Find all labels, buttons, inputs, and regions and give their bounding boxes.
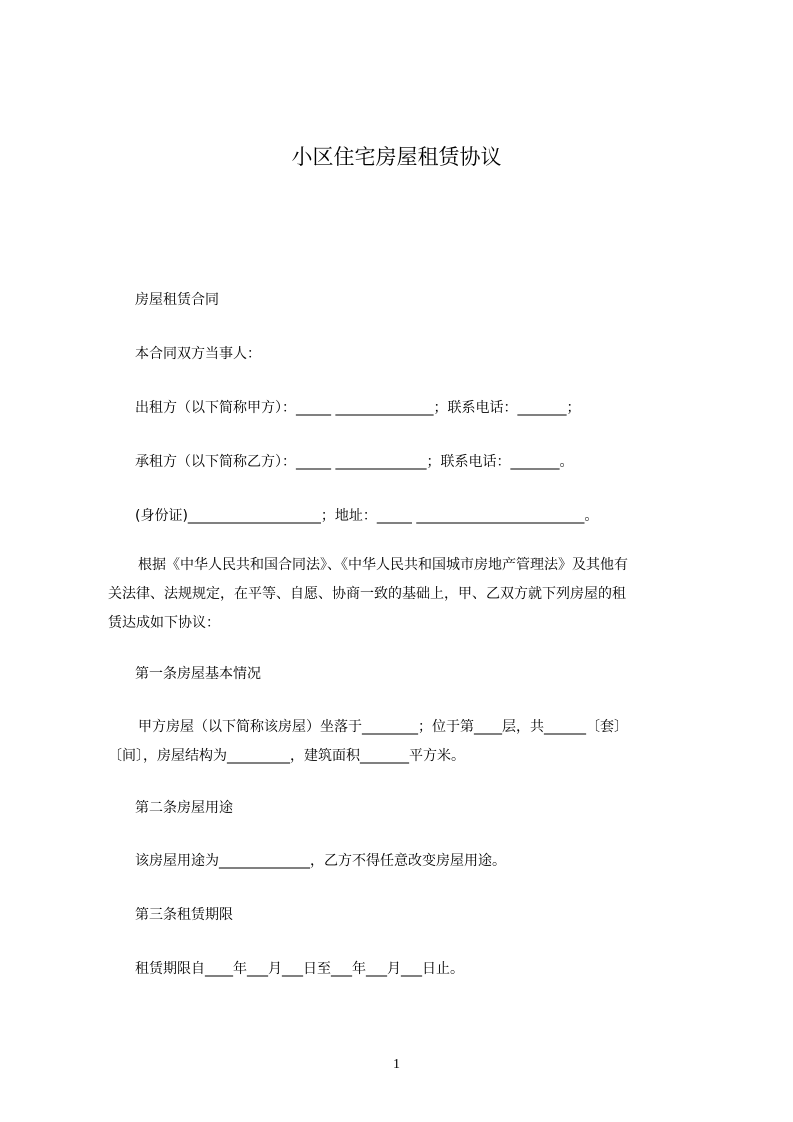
article3-title: 第三条租赁期限 <box>135 907 233 923</box>
article3-body: 租赁期限自____年___月___日至___年___月___日止。 <box>135 961 464 977</box>
article1-body <box>108 713 698 771</box>
basis-line-1: 根据《中华人民共和国合同法》、《中华人民共和国城市房地产管理法》及其他有 <box>138 557 628 573</box>
article2-body: 该房屋用途为_____________，乙方不得任意改变房屋用途。 <box>135 853 506 869</box>
document-title: 小区住宅房屋租赁协议 <box>291 145 502 169</box>
basis-line-3: 赁达成如下协议： <box>108 615 220 631</box>
lessor-line: 出租方（以下简称甲方）：_____ ______________；联系电话：_______； <box>135 400 581 416</box>
basis-line-2: 关法律、法规规定，在平等、自愿、协商一致的基础上，甲、乙双方就下列房屋的租 <box>108 586 626 602</box>
basis-paragraph <box>108 551 698 638</box>
contract-heading: 房屋租赁合同 <box>135 292 219 308</box>
lessee-line: 承租方（以下简称乙方）：_____ _____________；联系电话：_______。 <box>135 454 574 470</box>
article1-line-1: 甲方房屋（以下简称该房屋）坐落于________；位于第____层，共______〔套〕 <box>138 719 628 735</box>
id-address-line: (身份证)___________________；地址：_____ ________________________。 <box>135 508 599 524</box>
article2-title: 第二条房屋用途 <box>135 800 233 816</box>
page-number: 1 <box>393 1057 400 1072</box>
parties-intro: 本合同双方当事人： <box>135 346 261 362</box>
article1-line-2: 〔间〕，房屋结构为_________，建筑面积_______平方米。 <box>108 748 465 764</box>
article1-title: 第一条房屋基本情况 <box>135 666 261 682</box>
